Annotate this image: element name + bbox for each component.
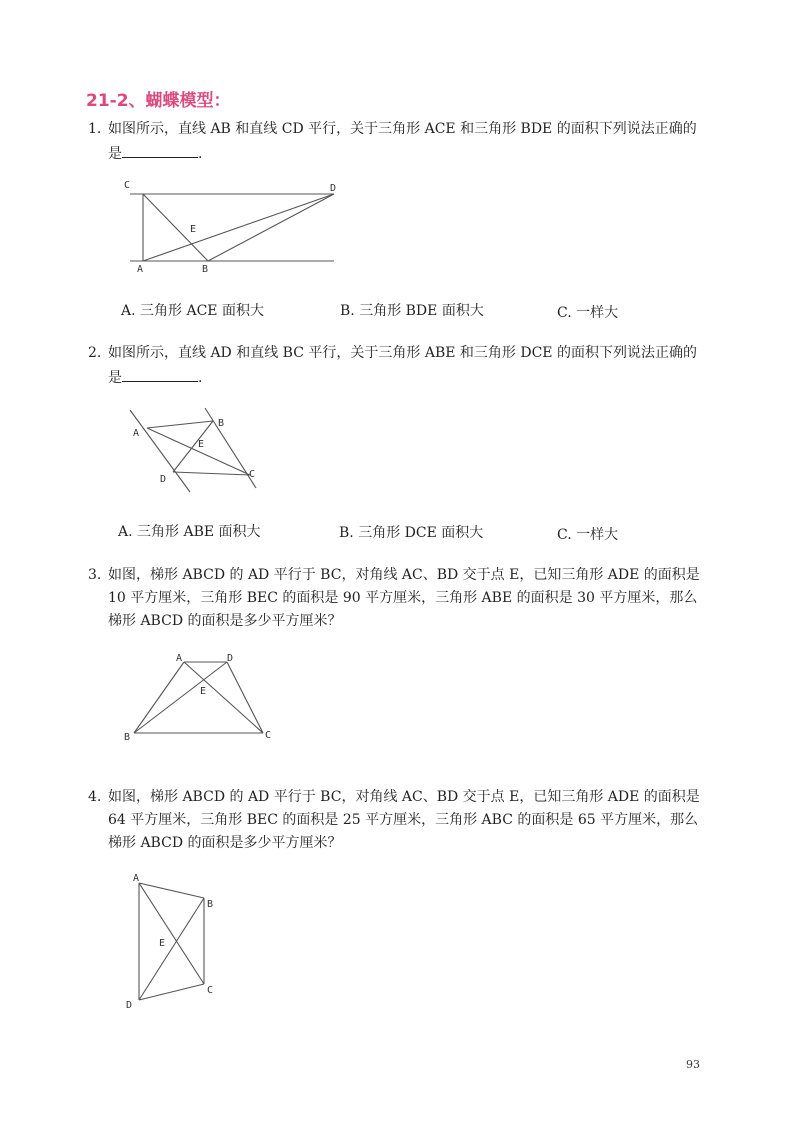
label-e: E (200, 686, 207, 697)
label-b: B (218, 418, 225, 429)
label-a: A (176, 653, 183, 664)
question-number: 3. (88, 567, 102, 583)
option-a[interactable]: A. 三角形 ABE 面积大 (118, 524, 261, 540)
question-text: 如图所示，直线 AB 和直线 CD 平行，关于三角形 ACE 和三角形 BDE 的面积下列说法正确的是 (108, 121, 697, 162)
label-b: B (124, 732, 131, 743)
question-text: 如图，梯形 ABCD 的 AD 平行于 BC，对角线 AC、BD 交于点 E，已知三角形 ADE 的面积是 10 平方厘米，三角形 BEC 的面积是 90 平方厘米，三角形 ABE 的面积是 30 平方厘米，那么梯形 ABCD 的面积是多少平方厘米？ (108, 567, 700, 629)
option-c[interactable]: C. 一样大 (557, 527, 619, 543)
option-b[interactable]: B. 三角形 DCE 面积大 (339, 525, 484, 541)
option-b[interactable]: B. 三角形 BDE 面积大 (340, 303, 484, 319)
option-a[interactable]: A. 三角形 ACE 面积大 (121, 303, 264, 319)
question-1: 1. 如图所示，直线 AB 和直线 CD 平行，关于三角形 ACE 和三角形 BDE 的面积下列说法正确的是 . (88, 118, 708, 166)
page-number: 93 (686, 1058, 700, 1071)
question-number: 4. (88, 789, 102, 805)
label-b: B (207, 899, 214, 910)
label-c: C (249, 469, 256, 480)
label-e: E (190, 224, 197, 235)
label-d: D (227, 653, 234, 664)
question-text: 如图，梯形 ABCD 的 AD 平行于 BC，对角线 AC、BD 交于点 E，已知三角形 ADE 的面积是 64 平方厘米，三角形 BEC 的面积是 25 平方厘米，三角形 ABC 的面积是 65 平方厘米，那么梯形 ABCD 的面积是多少平方厘米？ (108, 789, 700, 851)
label-a: A (133, 873, 140, 884)
question-number: 2. (88, 345, 102, 361)
option-c[interactable]: C. 一样大 (557, 305, 619, 321)
label-e: E (159, 938, 166, 949)
label-d: D (160, 474, 167, 485)
label-c: C (124, 180, 131, 191)
label-d: D (126, 1000, 133, 1011)
label-b: B (202, 264, 209, 275)
label-e: E (198, 439, 205, 450)
question-number: 1. (88, 121, 102, 137)
section-title: 21-2、蝴蝶模型： (86, 91, 231, 111)
label-a: A (137, 264, 144, 275)
label-c: C (207, 985, 214, 996)
question-2: 2. 如图所示，直线 AD 和直线 BC 平行，关于三角形 ABE 和三角形 DCE 的面积下列说法正确的是 . (88, 342, 708, 390)
label-d: D (330, 183, 337, 194)
question-text: 如图所示，直线 AD 和直线 BC 平行，关于三角形 ABE 和三角形 DCE 的面积下列说法正确的是 (108, 345, 697, 386)
label-c: C (265, 730, 272, 741)
label-a: A (133, 428, 140, 439)
